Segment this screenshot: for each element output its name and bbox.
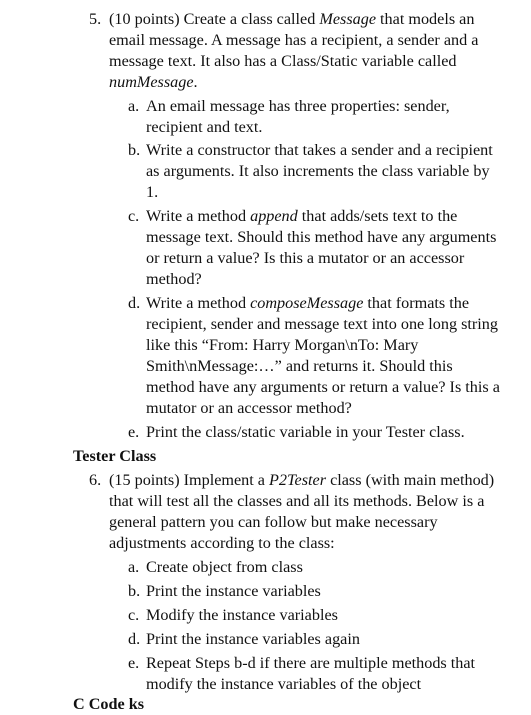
item-5e-marker: e. xyxy=(128,423,140,441)
question-5-line-2: email message. A message has a recipient, a sender and a xyxy=(109,31,479,49)
question-6-line-4: adjustments according to the class: xyxy=(109,534,335,552)
question-6-number: 6. xyxy=(89,471,102,489)
item-5d-line-4: Smith\nMessage:…” and returns it. Should this xyxy=(146,357,453,375)
item-6e-marker: e. xyxy=(128,654,140,672)
item-5c-marker: c. xyxy=(128,207,140,225)
item-5d-line-5: method have any arguments or return a value? Is this a xyxy=(146,378,500,396)
question-6-line-3: general pattern you can follow but make necessary xyxy=(109,513,438,531)
item-5c-method-name: append xyxy=(250,207,298,225)
question-5-line-4 xyxy=(109,72,198,93)
item-5a-marker: a. xyxy=(128,97,140,115)
item-6d-line-1: Print the instance variables again xyxy=(146,630,360,648)
item-6c-line-1: Modify the instance variables xyxy=(146,606,338,624)
question-5-number: 5. xyxy=(89,10,102,28)
item-5d-text: that formats the xyxy=(363,294,470,312)
item-5d-line-2: recipient, sender and message text into one long string xyxy=(146,315,498,333)
q6-text: class (with main method) xyxy=(326,471,495,489)
item-5d-marker: d. xyxy=(128,294,141,312)
item-5c-line-1 xyxy=(146,206,457,227)
tester-class-heading: Tester Class xyxy=(73,447,157,465)
item-5b-line-1: Write a constructor that takes a sender and a recipient xyxy=(146,141,493,159)
question-5-line-3: message text. It also has a Class/Static variable called xyxy=(109,52,457,70)
item-5c-text: that adds/sets text to the xyxy=(297,207,458,225)
item-5c-line-3: or return a value? Is this a mutator or an accessor xyxy=(146,249,465,267)
q5-text: . xyxy=(193,73,198,91)
q5-class-name: Message xyxy=(319,10,376,28)
item-6a-marker: a. xyxy=(128,558,140,576)
item-6a-line-1: Create object from class xyxy=(146,558,303,576)
item-6d-marker: d. xyxy=(128,630,141,648)
item-6e-line-1: Repeat Steps b-d if there are multiple methods that xyxy=(146,654,476,672)
item-5e-line-1: Print the class/static variable in your Tester class. xyxy=(146,423,465,441)
item-5d-line-1 xyxy=(146,293,469,314)
item-5b-line-2: as arguments. It also increments the class variable by xyxy=(146,162,490,180)
item-5a-line-1: An email message has three properties: sender, xyxy=(146,97,450,115)
item-6b-marker: b. xyxy=(128,582,141,600)
q5-text: (10 points) Create a class called xyxy=(109,10,320,28)
q5-static-var-name: numMessage xyxy=(109,73,194,91)
item-5b-line-3: 1. xyxy=(146,183,159,201)
item-5d-text: Write a method xyxy=(146,294,251,312)
item-5b-marker: b. xyxy=(128,141,141,159)
item-5c-line-4: method? xyxy=(146,270,202,288)
item-6c-marker: c. xyxy=(128,606,140,624)
item-5d-line-6: mutator or an accessor method? xyxy=(146,399,352,417)
question-5-line-1 xyxy=(109,9,474,30)
item-6e-line-2: modify the instance variables of the object xyxy=(146,675,422,693)
item-5c-line-2: message text. Should this method have any arguments xyxy=(146,228,497,246)
item-5a-line-2: recipient and text. xyxy=(146,118,263,136)
item-6b-line-1: Print the instance variables xyxy=(146,582,321,600)
q6-class-name: P2Tester xyxy=(269,471,327,489)
q6-text: (15 points) Implement a xyxy=(109,471,270,489)
cutoff-section-heading: C Code ks xyxy=(73,695,145,713)
item-5d-line-3: like this “From: Harry Morgan\nTo: Mary xyxy=(146,336,419,354)
q5-text: that models an xyxy=(376,10,475,28)
item-5c-text: Write a method xyxy=(146,207,251,225)
question-6-line-2: that will test all the classes and all its methods. Below is a xyxy=(109,492,485,510)
question-6-line-1 xyxy=(109,470,494,491)
item-5d-method-name: composeMessage xyxy=(250,294,364,312)
